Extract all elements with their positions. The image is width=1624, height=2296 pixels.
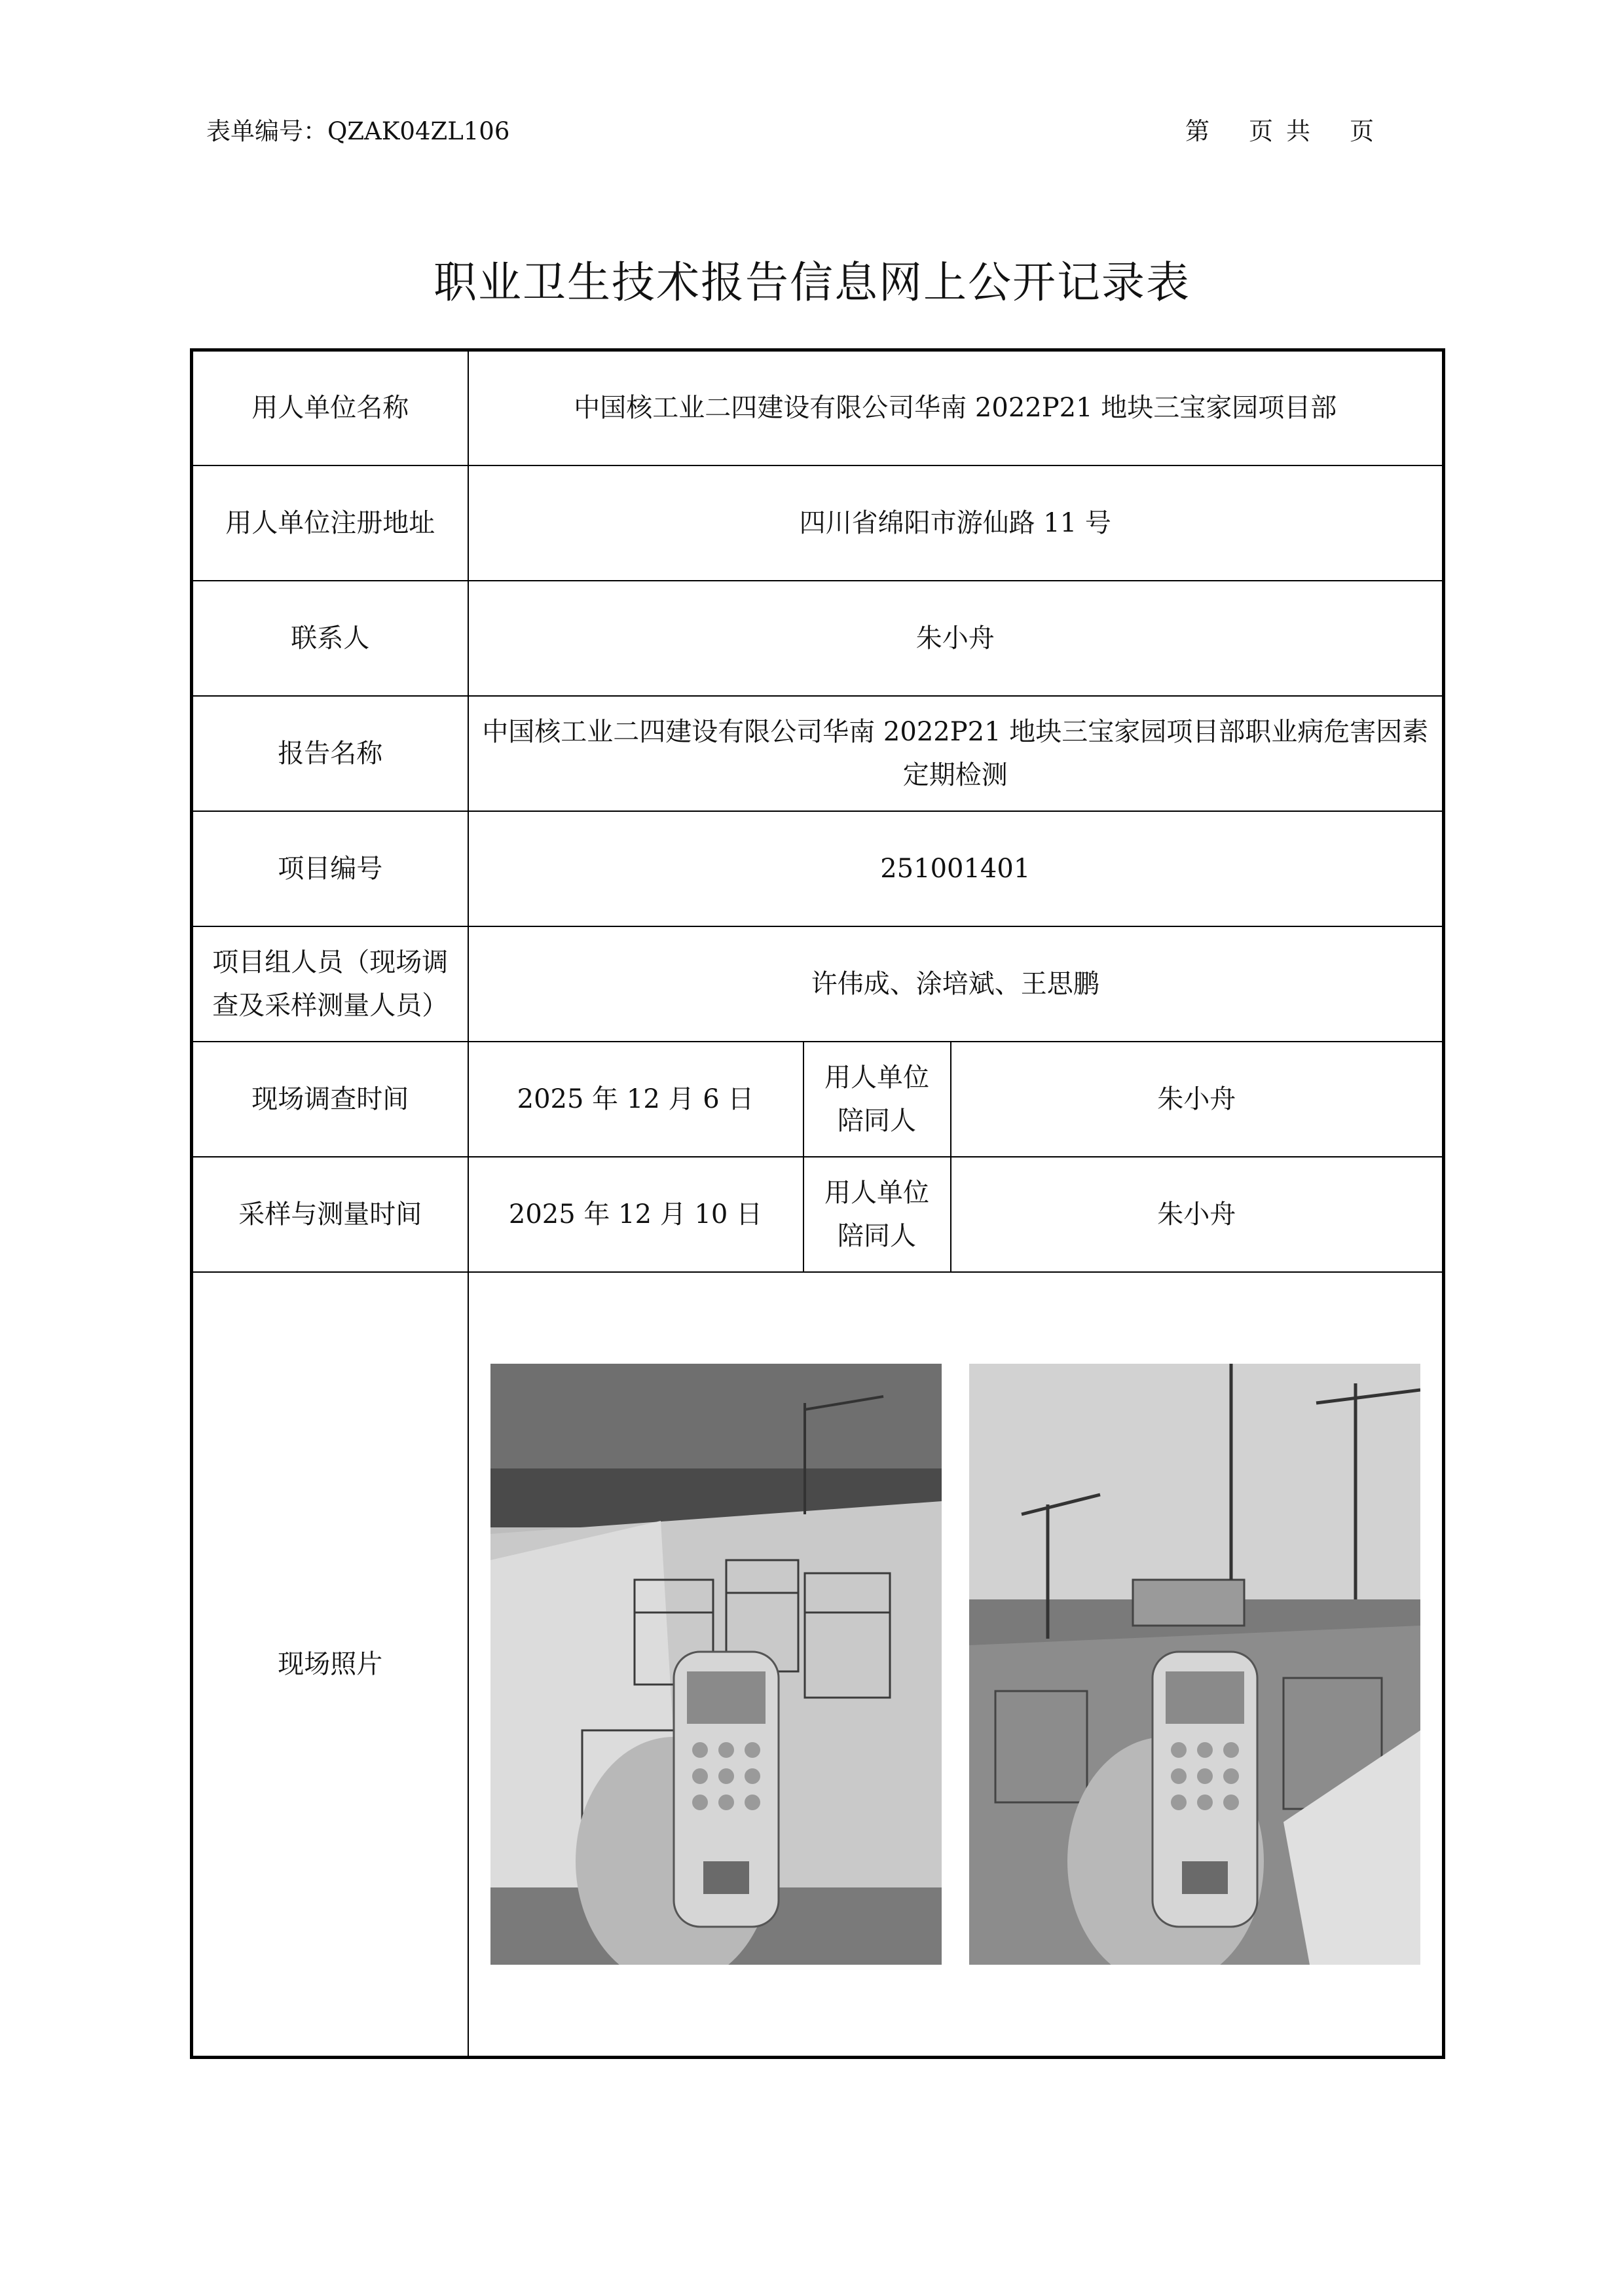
page-gong: 共 <box>1286 117 1310 145</box>
photo-gallery <box>481 1364 1431 1965</box>
value-sampling-date: 2025 年 12 月 10 日 <box>468 1157 803 1272</box>
page-ye2: 页 <box>1350 117 1374 145</box>
record-table <box>190 348 1445 2059</box>
label-project-no: 项目编号 <box>192 811 468 926</box>
value-report-name: 中国核工业二四建设有限公司华南 2022P21 地块三宝家园项目部职业病危害因素定期检测 <box>468 696 1444 811</box>
label-photos: 现场照片 <box>192 1272 468 2058</box>
label-contact: 联系人 <box>192 581 468 696</box>
row-project-no <box>192 811 1444 926</box>
row-contact <box>192 581 1444 696</box>
value-project-no: 251001401 <box>468 811 1444 926</box>
label-unit-name: 用人单位名称 <box>192 350 468 465</box>
page-ye: 页 <box>1249 117 1273 145</box>
value-unit-address: 四川省绵阳市游仙路 11 号 <box>468 465 1444 581</box>
value-survey-escort: 朱小舟 <box>951 1042 1444 1157</box>
row-unit-name <box>192 350 1444 465</box>
page-title: 职业卫生技术报告信息网上公开记录表 <box>434 257 1190 308</box>
photos-cell <box>468 1272 1444 2058</box>
row-sampling <box>192 1157 1444 1272</box>
page-di: 第 <box>1185 117 1209 145</box>
row-team <box>192 926 1444 1042</box>
value-sampling-escort: 朱小舟 <box>951 1157 1444 1272</box>
row-survey <box>192 1042 1444 1157</box>
site-photo-1-image <box>490 1364 942 1965</box>
label-team: 项目组人员（现场调查及采样测量人员） <box>192 926 468 1042</box>
page-counter <box>1185 111 1374 147</box>
label-sampling-escort: 用人单位陪同人 <box>803 1157 951 1272</box>
label-sampling-time: 采样与测量时间 <box>192 1157 468 1272</box>
value-survey-date: 2025 年 12 月 6 日 <box>468 1042 803 1157</box>
label-unit-address: 用人单位注册地址 <box>192 465 468 581</box>
label-survey-time: 现场调查时间 <box>192 1042 468 1157</box>
site-photo-2-image <box>969 1364 1420 1965</box>
value-team: 许伟成、涂培斌、王思鹏 <box>468 926 1444 1042</box>
site-photo-1 <box>490 1364 942 1965</box>
label-survey-escort: 用人单位陪同人 <box>803 1042 951 1157</box>
value-unit-name: 中国核工业二四建设有限公司华南 2022P21 地块三宝家园项目部 <box>468 350 1444 465</box>
row-report-name <box>192 696 1444 811</box>
row-photos <box>192 1272 1444 2058</box>
value-contact: 朱小舟 <box>468 581 1444 696</box>
form-number: 表单编号：QZAK04ZL106 <box>206 117 510 145</box>
site-photo-2 <box>969 1364 1420 1965</box>
row-unit-address <box>192 465 1444 581</box>
label-report-name: 报告名称 <box>192 696 468 811</box>
